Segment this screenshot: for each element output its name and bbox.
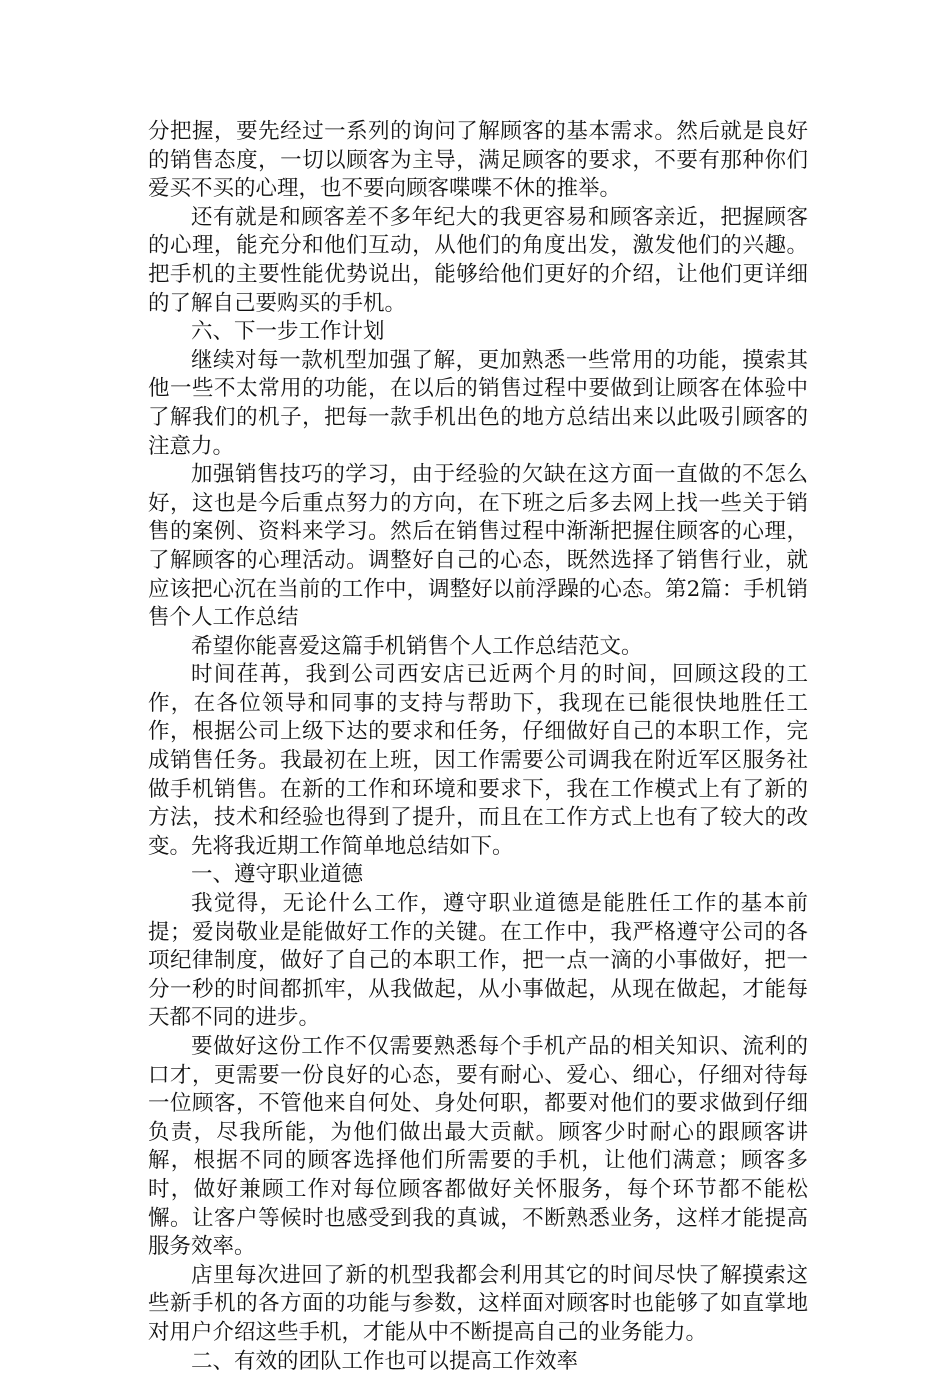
- paragraph: 希望你能喜爱这篇手机销售个人工作总结范文。: [191, 633, 643, 659]
- document-body: [148, 118, 808, 1376]
- section-heading: 六、下一步工作计划: [191, 319, 385, 345]
- section-heading: 一、遵守职业道德: [191, 862, 364, 888]
- paragraph: 我觉得，无论什么工作，遵守职业道德是能胜任工作的基本前提；爱岗敬业是能做好工作的关键。在工作中，我严格遵守公司的各项纪律制度，做好了自己的本职工作，把一点一滴的小事做好，把一分一秒的时间都抓牢，从我做起，从小事做起，从现在做起，才能每天都不同的进步。: [148, 891, 808, 1031]
- section-heading: 二、有效的团队工作也可以提高工作效率: [191, 1348, 579, 1374]
- paragraph: 还有就是和顾客差不多年纪大的我更容易和顾客亲近，把握顾客的心理，能充分和他们互动，从他们的角度出发，激发他们的兴趣。把手机的主要性能优势说出，能够给他们更好的介绍，让他们更详细的了解自己要购买的手机。: [148, 204, 808, 316]
- paragraph: 时间荏苒，我到公司西安店已近两个月的时间，回顾这段的工作，在各位领导和同事的支持与帮助下，我现在已能很快地胜任工作，根据公司上级下达的要求和任务，仔细做好自己的本职工作，完成销售任务。我最初在上班，因工作需要公司调我在附近军区服务社做手机销售。在新的工作和环境和要求下，我在工作模式上有了新的方法，技术和经验也得到了提升，而且在工作方式上也有了较大的改变。先将我近期工作简单地总结如下。: [148, 662, 808, 859]
- paragraph-continuation: 分把握，要先经过一系列的询问了解顾客的基本需求。然后就是良好的销售态度，一切以顾客为主导，满足顾客的要求，不要有那种你们爱买不买的心理，也不要向顾客喋喋不休的推举。: [148, 119, 808, 202]
- paragraph: 店里每次进回了新的机型我都会利用其它的时间尽快了解摸索这些新手机的各方面的功能与参数，这样面对顾客时也能够了如直掌地对用户介绍这些手机，才能从中不断提高自己的业务能力。: [148, 1262, 808, 1345]
- paragraph: 要做好这份工作不仅需要熟悉每个手机产品的相关知识、流利的口才，更需要一份良好的心态，要有耐心、爱心、细心，仔细对待每一位顾客，不管他来自何处、身处何职，都要对他们的要求做到仔细负责，尽我所能，为他们做出最大贡献。顾客少时耐心的跟顾客讲解，根据不同的顾客选择他们所需要的手机，让他们满意；顾客多时，做好兼顾工作对每位顾客都做好关怀服务，每个环节都不能松懈。让客户等候时也感受到我的真诚，不断熟悉业务，这样才能提高服务效率。: [148, 1034, 808, 1260]
- paragraph: 加强销售技巧的学习，由于经验的欠缺在这方面一直做的不怎么好，这也是今后重点努力的方向，在下班之后多去网上找一些关于销售的案例、资料来学习。然后在销售过程中渐渐把握住顾客的心理，了解顾客的心理活动。调整好自己的心态，既然选择了销售行业，就应该把心沉在当前的工作中，调整好以前浮躁的心态。第2篇：手机销售个人工作总结: [148, 462, 808, 631]
- paragraph: 继续对每一款机型加强了解，更加熟悉一些常用的功能，摸索其他一些不太常用的功能，在以后的销售过程中要做到让顾客在体验中了解我们的机子，把每一款手机出色的地方总结出来以此吸引顾客的注意力。: [148, 347, 808, 459]
